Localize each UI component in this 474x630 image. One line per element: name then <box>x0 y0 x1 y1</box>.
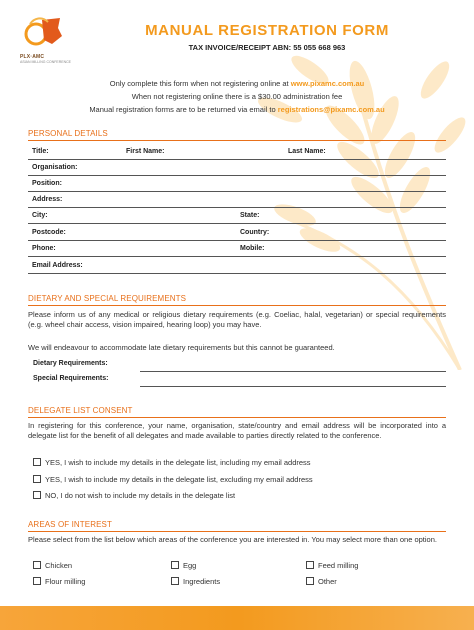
consent-option-label: NO, I do not wish to include my details in the delegate list <box>45 491 236 500</box>
interest-option-ingredients[interactable] <box>171 577 220 586</box>
postcode-label: Postcode: <box>32 229 66 236</box>
intro-line-3 <box>0 105 474 114</box>
section-heading-consent: DELEGATE LIST CONSENT <box>28 406 133 415</box>
dietary-label: Dietary Requirements: <box>33 360 108 367</box>
page-title: MANUAL REGISTRATION FORM <box>145 22 389 39</box>
consent-option-label: YES, I wish to include my details in the delegate list, including my email address <box>45 458 311 467</box>
interest-option-chicken[interactable] <box>33 561 72 570</box>
checkbox[interactable] <box>306 577 314 585</box>
position-label: Position: <box>32 180 62 187</box>
section-rule <box>28 140 446 141</box>
checkbox[interactable] <box>171 561 179 569</box>
checkbox[interactable] <box>33 577 41 585</box>
interest-option-flour-milling[interactable] <box>33 577 85 586</box>
address-label: Address: <box>32 196 63 203</box>
footer-bar <box>0 606 474 630</box>
interest-option-label: Flour milling <box>45 577 86 586</box>
section-rule <box>28 417 446 418</box>
interest-option-egg[interactable] <box>171 561 196 570</box>
special-label: Special Requirements: <box>33 375 109 382</box>
page-subtitle: TAX INVOICE/RECEIPT ABN: 55 055 668 963 <box>188 43 346 52</box>
first-name-label: First Name: <box>126 148 165 155</box>
address-field[interactable] <box>28 192 446 208</box>
title-label: Title: <box>32 148 49 155</box>
city-state-row[interactable] <box>28 208 446 224</box>
postcode-country-row[interactable] <box>28 225 446 241</box>
consent-option-decline[interactable] <box>33 491 235 500</box>
consent-option-label: YES, I wish to include my details in the delegate list, excluding my email address <box>45 475 313 484</box>
email-link[interactable]: registrations@pixamc.com.au <box>277 105 385 114</box>
dietary-notice: We will endeavour to accommodate late dietary requirements but this cannot be guaranteed. <box>28 343 335 352</box>
intro-line-3-text: Manual registration forms are to be returned via email to <box>89 105 278 114</box>
dietary-input-line[interactable] <box>140 371 446 372</box>
country-label: Country: <box>240 229 270 236</box>
logo-wordmark: PLX·AMC <box>20 54 45 60</box>
checkbox[interactable] <box>306 561 314 569</box>
interest-option-label: Egg <box>183 561 197 570</box>
interest-option-other[interactable] <box>306 577 337 586</box>
interest-instructions: Please select from the list below which areas of the conference you are interested in. You may select more than one option. <box>28 535 437 544</box>
intro-line-1-text: Only complete this form when not registering online at <box>109 79 291 88</box>
website-link[interactable]: www.pixamc.com.au <box>290 79 365 88</box>
consent-option-exclude-email[interactable] <box>33 475 313 484</box>
interest-option-label: Feed milling <box>318 561 359 570</box>
intro-line-1 <box>0 79 474 88</box>
interest-option-label: Chicken <box>45 561 73 570</box>
section-heading-interest: AREAS OF INTEREST <box>28 520 112 529</box>
interest-option-label: Ingredients <box>183 577 221 586</box>
checkbox[interactable] <box>33 458 41 466</box>
dietary-instructions: Please inform us of any medical or religious dietary requirements (e.g. Coeliac, halal, vegetarian) or special requirements (e.g. wheel chair access, vision impaired, hearing loop) you may have. <box>28 310 446 329</box>
interest-option-feed-milling[interactable] <box>306 561 358 570</box>
city-label: City: <box>32 212 48 219</box>
intro-line-2: When not registering online there is a $30.00 administration fee <box>131 92 343 101</box>
phone-mobile-row[interactable] <box>28 241 446 257</box>
special-input-line[interactable] <box>140 386 446 387</box>
title-name-row[interactable] <box>28 144 446 160</box>
last-name-label: Last Name: <box>288 148 326 155</box>
email-field[interactable] <box>28 258 446 274</box>
section-heading-personal: PERSONAL DETAILS <box>28 129 108 138</box>
checkbox[interactable] <box>171 577 179 585</box>
mobile-label: Mobile: <box>240 245 265 252</box>
email-label: Email Address: <box>32 262 83 269</box>
checkbox[interactable] <box>33 491 41 499</box>
organisation-label: Organisation: <box>32 164 78 171</box>
checkbox[interactable] <box>33 561 41 569</box>
position-field[interactable] <box>28 176 446 192</box>
state-label: State: <box>240 212 260 219</box>
consent-option-include-email[interactable] <box>33 458 311 467</box>
interest-option-label: Other <box>318 577 337 586</box>
section-rule <box>28 531 446 532</box>
checkbox[interactable] <box>33 475 41 483</box>
phone-label: Phone: <box>32 245 56 252</box>
section-rule <box>28 305 446 306</box>
logo-subtext: ASIAN MILLING CONFERENCE <box>20 60 71 64</box>
organisation-field[interactable] <box>28 160 446 176</box>
section-heading-dietary: DIETARY AND SPECIAL REQUIREMENTS <box>28 294 187 303</box>
consent-text: In registering for this conference, your name, organisation, state/country and email address will be incorporated into a delegate list for the benefit of all delegates and made available to parties directly related to the conference. <box>28 421 446 440</box>
